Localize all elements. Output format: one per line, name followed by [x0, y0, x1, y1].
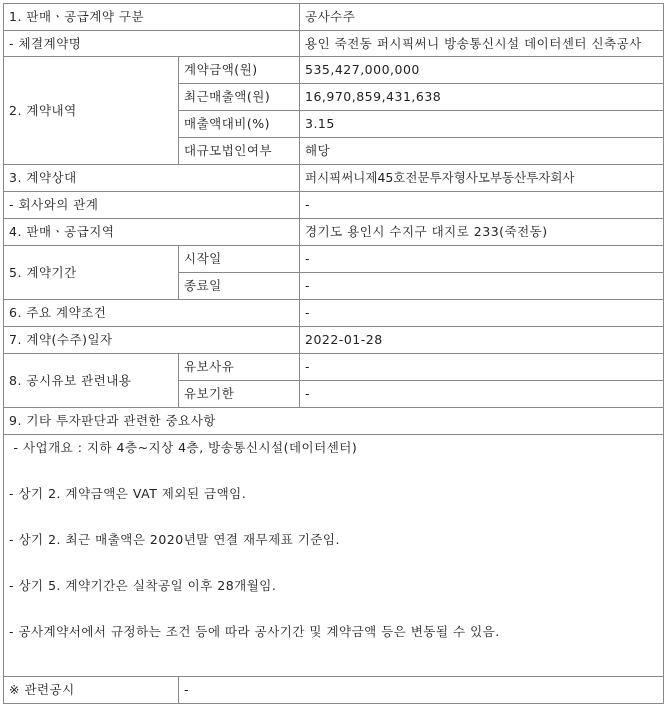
main-conditions-value: -	[300, 300, 664, 327]
row-start-date	[4, 246, 664, 273]
row-relationship	[4, 192, 664, 219]
supply-region-label: 4. 판매ㆍ공급지역	[4, 219, 300, 246]
other-matters-line: - 상기 2. 최근 매출액은 2020년말 연결 재무제표 기준임.	[9, 532, 340, 547]
reserve-reason-label: 유보사유	[179, 354, 300, 381]
contract-date-label: 7. 계약(수주)일자	[4, 327, 300, 354]
row-contract-amount	[4, 57, 664, 84]
start-date-label: 시작일	[179, 246, 300, 273]
other-matters-line: - 상기 5. 계약기간은 실착공일 이후 28개월임.	[9, 578, 277, 593]
reserve-deadline-value: -	[300, 381, 664, 408]
related-disclosure-value: -	[179, 677, 664, 704]
other-matters-description	[4, 435, 664, 677]
supply-region-value: 경기도 용인시 수지구 대지로 233(죽전동)	[300, 219, 664, 246]
start-date-value: -	[300, 246, 664, 273]
counterparty-value: 퍼시픽써니제45호전문투자형사모부동산투자회사	[300, 165, 664, 192]
row-contract-type	[4, 4, 664, 31]
contract-period-label: 5. 계약기간	[4, 246, 179, 300]
contract-amount-label: 계약금액(원)	[179, 57, 300, 84]
row-reserve-reason	[4, 354, 664, 381]
contract-disclosure-table	[3, 3, 664, 704]
reserve-reason-value: -	[300, 354, 664, 381]
row-supply-region	[4, 219, 664, 246]
large-corp-value: 해당	[300, 138, 664, 165]
contract-amount-value: 535,427,000,000	[300, 57, 664, 84]
contract-name-value: 용인 죽전동 퍼시픽써니 방송통신시설 데이터센터 신축공사	[300, 31, 664, 57]
disclosure-reserve-label: 8. 공시유보 관련내용	[4, 354, 179, 408]
related-disclosure-label: ※ 관련공시	[4, 677, 179, 704]
other-matters-line: - 사업개요 : 지하 4층~지상 4층, 방송통신시설(데이터센터)	[9, 440, 358, 455]
row-related-disclosure	[4, 677, 664, 704]
row-other-matters-body	[4, 435, 664, 677]
row-contract-name	[4, 31, 664, 57]
other-matters-line: - 공사계약서에서 규정하는 조건 등에 따라 공사기간 및 계약금액 등은 변동될 수 있음.	[9, 624, 500, 639]
reserve-deadline-label: 유보기한	[179, 381, 300, 408]
revenue-ratio-label: 매출액대비(%)	[179, 111, 300, 138]
contract-name-label: - 체결계약명	[4, 31, 300, 57]
row-contract-date	[4, 327, 664, 354]
other-matters-line: - 상기 2. 계약금액은 VAT 제외된 금액임.	[9, 486, 247, 501]
main-conditions-label: 6. 주요 계약조건	[4, 300, 300, 327]
large-corp-label: 대규모법인여부	[179, 138, 300, 165]
row-counterparty	[4, 165, 664, 192]
relationship-label: - 회사와의 관계	[4, 192, 300, 219]
contract-type-value: 공사수주	[300, 4, 664, 31]
recent-revenue-value: 16,970,859,431,638	[300, 84, 664, 111]
contract-date-value: 2022-01-28	[300, 327, 664, 354]
end-date-value: -	[300, 273, 664, 300]
contract-type-label: 1. 판매ㆍ공급계약 구분	[4, 4, 300, 31]
relationship-value: -	[300, 192, 664, 219]
contract-details-label: 2. 계약내역	[4, 57, 179, 165]
other-matters-label: 9. 기타 투자판단과 관련한 중요사항	[4, 408, 664, 435]
counterparty-label: 3. 계약상대	[4, 165, 300, 192]
recent-revenue-label: 최근매출액(원)	[179, 84, 300, 111]
end-date-label: 종료일	[179, 273, 300, 300]
row-other-matters-header	[4, 408, 664, 435]
row-main-conditions	[4, 300, 664, 327]
revenue-ratio-value: 3.15	[300, 111, 664, 138]
